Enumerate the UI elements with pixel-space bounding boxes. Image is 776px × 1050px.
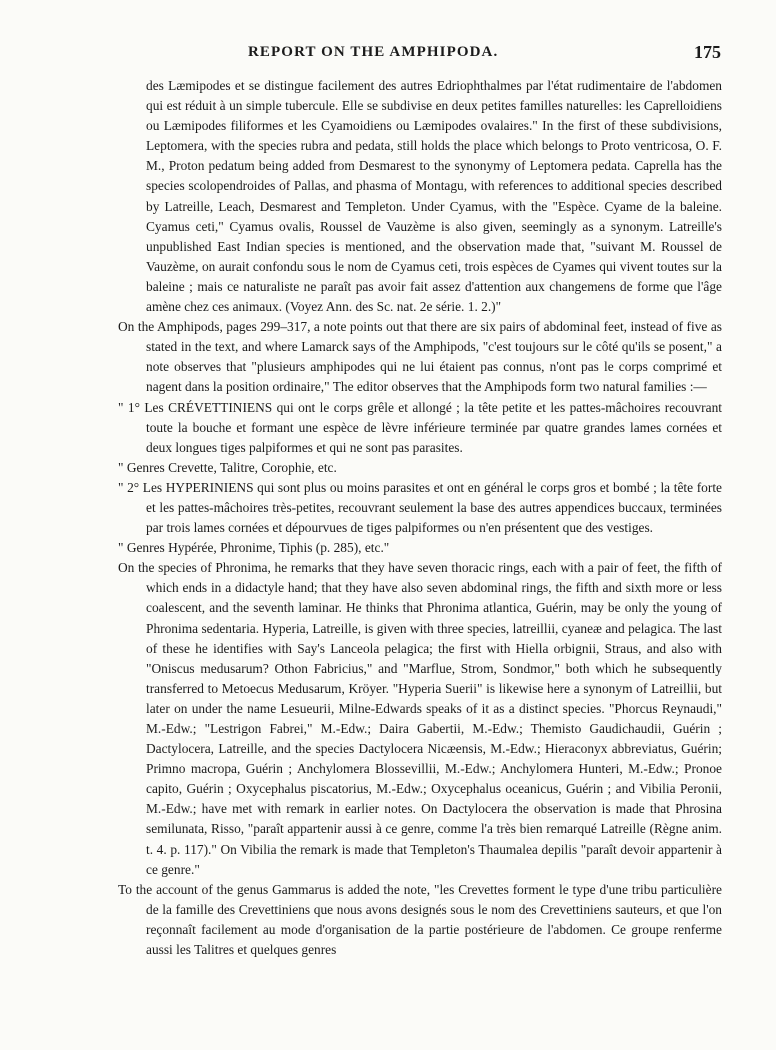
page-number: 175: [694, 42, 721, 62]
page-header: [0, 44, 776, 70]
paragraph: On the species of Phronima, he remarks that they have seven thoracic rings, each with a pair of feet, the fifth of which ends in a didactyle hand; that they have also seven abdominal rings, the fifth and sixth more or less coalescent, and the seventh laminar. He thinks that Phronima atlantica, Guérin, may be only the young of Phronima sedentaria. Hyperia, Latreille, is given with three species, latreillii, cyaneæ and pelagica. The last of these he identifies with Say's Lanceola pelagica; the first with Hiella orbignii, Straus, and also with "Oniscus medusarum? Othon Fabricius," and "Marflue, Strom, Sondmor," both which he subsequently transferred to Metoecus Medusarum, Kröyer. "Hyperia Suerii" is likewise here a synonym of Latreillii, but later on under the name Lesueurii, Milne-Edwards speaks of it as a distinct species. "Phorcus Reynaudi," M.-Edw.; "Lestrigon Fabrei," M.-Edw.; Daira Gabertii, M.-Edw.; Themisto Gaudichaudii, Guérin ; Dactylocera, Latreille, and the species Dactylocera Nicæensis, M.-Edw.; Hieraconyx abbreviatus, Guérin; Primno macropa, Guérin ; Anchylomera Blossevillii, M.-Edw.; Anchylomera Hunteri, M.-Edw.; Pronoe capito, Guérin ; Oxycephalus piscatorius, M.-Edw.; Oxycephalus oceanicus, Guérin ; and Vibilia Peronii, M.-Edw.; have met with remark in earlier notes. On Dactylocera the observation is made that Phrosina semilunata, Risso, "paraît appartenir aussi à ce genre, comme l'a très bien remarqué Latreille (Règne anim. t. 4. p. 117)." On Vibilia the remark is made that Templeton's Thaumalea depilis "paraît devoir appartenir à ce genre.": [118, 560, 722, 877]
quote-paragraph: " Genres Hypérée, Phronime, Tiphis (p. 285), etc.": [118, 540, 390, 556]
quote-paragraph: " 1° Les CRÉVETTINIENS qui ont le corps grêle et allongé ; la tête petite et les pattes-mâchoires recouvrant toute la bouche et formant une espèce de lèvre inférieure terminée par quatre grandes lames cornées et deux longues tiges palpiformes et qui ne sont pas parasites.: [118, 399, 722, 455]
paragraph: On the Amphipods, pages 299–317, a note points out that there are six pairs of abdominal feet, instead of five as stated in the text, and where Lamarck says of the Amphipods, "c'est toujours sur le côté qu'ils se posent," a note observes that "plusieurs amphipodes qui ne lui étaient pas connus, n'ont pas le corps comprimé et nagent dans la position ordinaire," The editor observes that the Amphipods form two natural families :—: [118, 319, 722, 395]
running-title: REPORT ON THE AMPHIPODA.: [248, 44, 499, 60]
quote-paragraph: " 2° Les HYPERINIENS qui sont plus ou moins parasites et ont en général le corps gros et bombé ; la tête forte et les pattes-mâchoires très-petites, recouvrant seulement la base des autres appendices buccaux, terminées par trois lames cornées et dépourvues de tiges palpiformes ou n'en présentent que des vestiges.: [118, 479, 722, 536]
paragraph: des Læmipodes et se distingue facilement des autres Edriophthalmes par l'état rudimentaire de l'abdomen qui est réduit à un simple tubercule. Elle se subdivise en deux petites familles naturelles: les Caprelloidiens ou Læmipodes filiformes et les Cyamoidiens ou Læmipodes ovalaires." In the first of these subdivisions, Leptomera, with the species rubra and pedata, still holds the place which belongs to Proto ventricosa, O. F. M., Proton pedatum being added from Desmarest to the synonymy of Leptomera pedata. Caprella has the species scolopendroides of Pallas, and phasma of Montagu, with references to additional species described by Latreille, Leach, Desmarest and Templeton. Under Cyamus, with the "Espèce. Cyame de la baleine. Cyamus ceti," Cyamus ovalis, Roussel de Vauzème is also given, seemingly as a synonym. Latreille's unpublished East Indian species is mentioned, and the observation made that, "suivant M. Roussel de Vauzème, on aurait confondu sous le nom de Cyamus ceti, trois espèces de Cyames qui vivent toutes sur la baleine ; mais ce naturaliste ne paraît pas avoir fait assez d'attention aux changemens de forme que l'âge amène chez ces animaux. (Voyez Ann. des Sc. nat. 2e série. 1. 2.)": [146, 78, 722, 315]
paragraph: To the account of the genus Gammarus is added the note, "les Crevettes forment le type d'une tribu particulière de la famille des Crevettiniens que nous avons designés sous le nom des Crevettiniens sauteurs, et que l'on reçonnaît facilement au mode d'organisation de la partie postérieure de l'abdomen. Ce groupe renferme aussi les Talitres et quelques genres: [118, 881, 722, 958]
quote-paragraph: " Genres Crevette, Talitre, Corophie, etc.: [118, 459, 337, 475]
body-text: [118, 76, 722, 960]
